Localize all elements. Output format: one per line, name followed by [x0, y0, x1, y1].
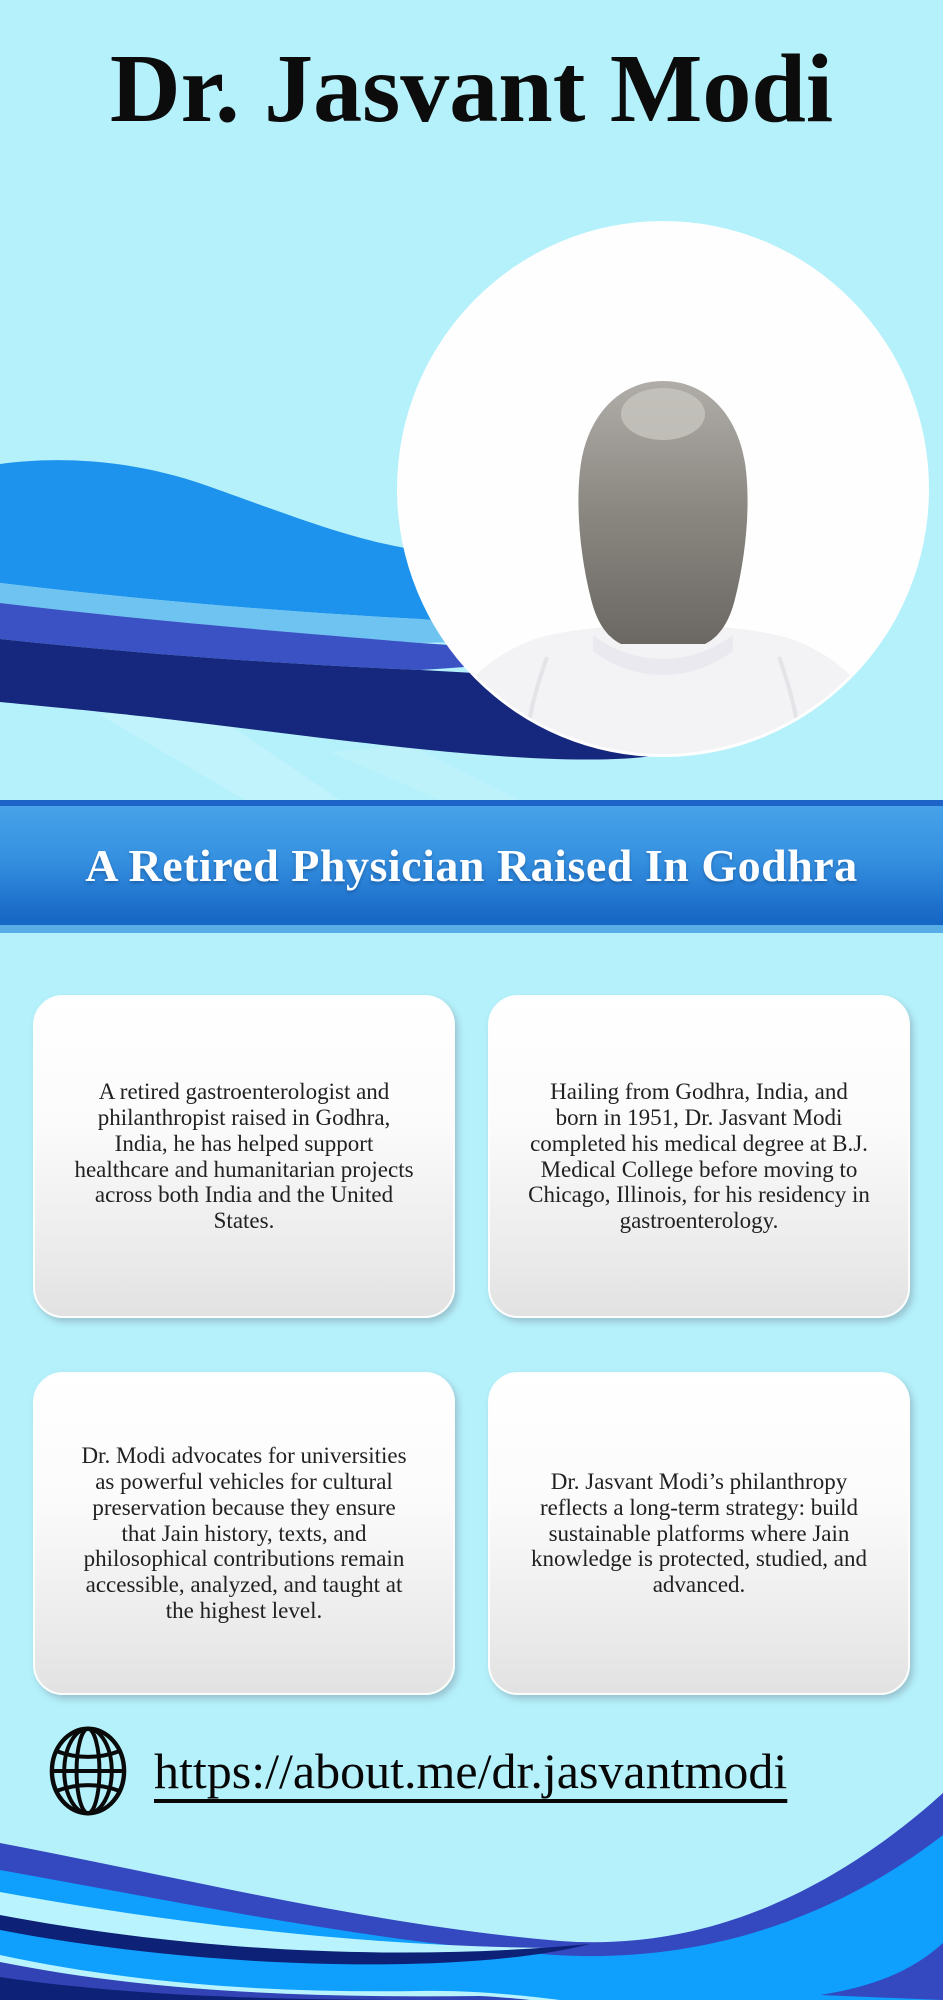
subtitle-banner [0, 800, 943, 933]
info-card-3 [33, 1372, 455, 1695]
banner-body [0, 806, 943, 925]
website-link[interactable]: https://about.me/dr.jasvantmodi [154, 1743, 788, 1799]
page-title: Dr. Jasvant Modi [109, 35, 834, 143]
profile-photo [397, 221, 929, 757]
info-card-2 [488, 995, 910, 1318]
info-card-1-text: A retired gastroenterologist and philanthropist raised in Godhra, India, he has helped support healthcare and humanitarian projects across both India and the United States. [74, 1078, 414, 1234]
bottom-wave-decoration [0, 1785, 943, 2000]
info-card-4 [488, 1372, 910, 1695]
info-cards-grid [33, 995, 910, 1695]
info-card-2-text: Hailing from Godhra, India, and born in 1951, Dr. Jasvant Modi completed his medical degree at B.J. Medical College before moving to Chicago, Illinois, for his residency in gastroenterology. [528, 1078, 870, 1234]
banner-bottom-border [0, 925, 943, 933]
info-card-3-text: Dr. Modi advocates for universities as powerful vehicles for cultural preservation because they ensure that Jain history, texts, and philosophical contributions remain accessible, analyzed, and taught at the highest level. [81, 1442, 407, 1624]
info-card-1 [33, 995, 455, 1318]
info-card-4-text: Dr. Jasvant Modi’s philanthropy reflects a long-term strategy: build sustainable platforms where Jain knowledge is protected, studied, and advanced. [531, 1468, 867, 1598]
subtitle-text: A Retired Physician Raised In Godhra [85, 840, 858, 891]
